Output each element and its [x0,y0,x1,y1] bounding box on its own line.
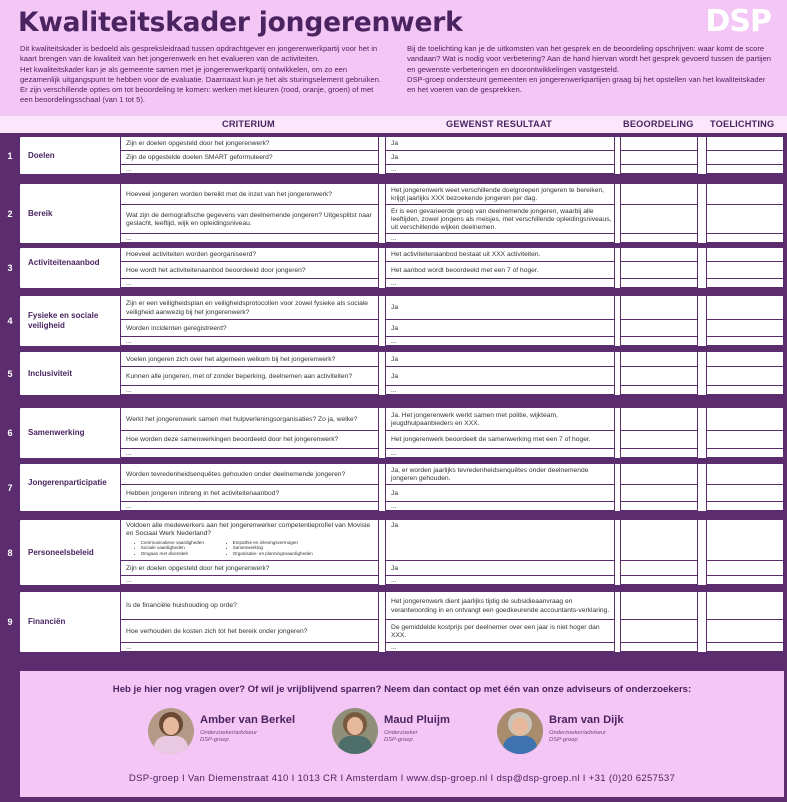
dsp-logo: DSP [705,4,771,39]
criterium-cell [120,520,379,561]
criterium-cell: Hoe wordt het activiteitenaanbod beoordeeld door jongeren? [120,262,379,279]
beoordeling-cell[interactable] [620,502,698,511]
toelichting-cell[interactable] [706,576,784,585]
section-label: Jongerenparticipatie [28,477,107,487]
column-header-resultaat: GEWENST RESULTAAT [446,119,552,129]
beoordeling-cell[interactable] [620,165,698,174]
beoordeling-cell[interactable] [620,137,698,151]
beoordeling-cell[interactable] [620,151,698,165]
toelichting-cell[interactable] [706,184,784,205]
intro-paragraph: Bij de toelichting kan je de uitkomsten van het gesprek en de beoordeling opschrijven: waar komt de score vandaan? Wat is nodig voor verbetering? Aan de hand hiervan wordt het gesprek gevoerd tussen de partijen en gewenste verbeteringen en doorontwikkelingen vastgesteld. [407,44,772,74]
toelichting-cell[interactable] [706,561,784,576]
resultaat-cell: Ja [385,137,615,151]
criterium-cell: ... [120,449,379,458]
resultaat-cell: Ja [385,367,615,386]
toelichting-cell[interactable] [706,279,784,288]
resultaat-cell: ... [385,643,615,652]
criterium-cell: Kunnen alle jongeren, met of zonder beperking, deelnemen aan activiteiten? [120,367,379,386]
criterium-cell: Werkt het jongerenwerk samen met hulpverleningsorganisaties? Zo ja, welke? [120,408,379,431]
resultaat-cell: Ja [385,352,615,367]
advisor-name: Bram van Dijk [549,714,624,726]
section-label: Activiteitenaanbod [28,258,100,267]
column-header-criterium: CRITERIUM [222,119,275,129]
resultaat-cell: ... [385,279,615,288]
intro-paragraph: Het kwaliteitskader kan je als gemeente samen met je jongerenwerkpartij ontwikkelen, om zo een gezamenlijk uitgangspunt te hebben voor de evaluatie. Daarnaast kun je het als sturingselement gebruiken. Er zijn verschillende opties om tot beoordeling te komen: werken met kleuren (rood, oranje, groen) of met een beoordelingsschaal (van 1 tot 5). [20,64,381,105]
beoordeling-cell[interactable] [620,620,698,643]
contact-question: Heb je hier nog vragen over? Of wil je vrijblijvend sparren? Neem dan contact op met één van onze adviseurs of onderzoekers: [112,684,692,695]
column-headers [0,116,787,133]
toelichting-cell[interactable] [706,643,784,652]
competence-item: • Omgaan met diversiteit [134,551,226,557]
resultaat-cell: ... [385,234,615,243]
toelichting-cell[interactable] [706,137,784,151]
resultaat-cell: De gemiddelde kostprijs per deelnemer over een jaar is niet hoger dan XXX. [385,620,615,643]
resultaat-cell: Het jongerenwerk dient jaarlijks tijdig de subsidieaanvraag en verantwoording in en ontvangt een goedkeurende accountants-verklaring. [385,592,615,620]
resultaat-cell: Ja [385,151,615,165]
resultaat-cell: ... [385,337,615,346]
resultaat-cell: Ja [385,561,615,576]
beoordeling-cell[interactable] [620,386,698,395]
resultaat-cell: Er is een gevarieerde groep van deelnemende jongeren, waarbij alle leeftijden, zowel jongens als meisjes, met verschillende opleidingsniveaus, uit verschillende wijken deelnemen. [385,205,615,234]
intro-paragraph: DSP-groep ondersteunt gemeenten en jongerenwerkpartijen graag bij het opstellen van het kwaliteitskader en het voeren van de gesprekken. [407,74,766,95]
avatar [148,708,194,754]
resultaat-cell: ... [385,449,615,458]
column-header-toelichting: TOELICHTING [710,119,775,129]
criterium-cell: ... [120,386,379,395]
resultaat-cell: Ja [385,320,615,337]
section-number: 8 [7,547,13,558]
toelichting-cell[interactable] [706,408,784,431]
beoordeling-cell[interactable] [620,320,698,337]
beoordeling-cell[interactable] [620,576,698,585]
beoordeling-cell[interactable] [620,431,698,449]
avatar [497,708,543,754]
intro-left [20,44,387,106]
advisor-name: Maud Pluijm [384,714,450,726]
page-title: Kwaliteitskader jongerenwerk [18,7,463,38]
competence-item: • Empathie en inlevingsvermogen [226,540,336,546]
resultaat-cell: Het jongerenwerk weet verschillende doelgroepen jongeren te bereiken, krijgt jaarlijks XXX bezoekende jongeren per dag. [385,184,615,205]
criterium-cell: Hoe verhouden de kosten zich tot het bereik onder jongeren? [120,620,379,643]
toelichting-cell[interactable] [706,337,784,346]
beoordeling-cell[interactable] [620,262,698,279]
criterium-cell: ... [120,165,379,174]
beoordeling-cell[interactable] [620,248,698,262]
section-number: 7 [7,482,13,493]
criterium-cell: ... [120,279,379,288]
section-label: Doelen [28,150,55,160]
resultaat-cell: ... [385,165,615,174]
criterium-cell: ... [120,502,379,511]
beoordeling-cell[interactable] [620,485,698,502]
criterium-text: Voldoen alle medewerkers aan het jongerenwerker competentieprofiel van Movisie en Sociaal Werk Nederland? [126,522,371,538]
criterium-cell: Hoeveel jongeren worden bereikt met de inzet van het jongerenwerk? [120,184,379,205]
section-number: 9 [7,617,13,627]
criterium-cell: Zijn er doelen opgesteld door het jongerenwerk? [120,561,379,576]
toelichting-cell[interactable] [706,320,784,337]
resultaat-cell: Het activiteitenaanbod bestaat uit XXX activiteiten. [385,248,615,262]
beoordeling-cell[interactable] [620,205,698,234]
toelichting-cell[interactable] [706,502,784,511]
section-number: 5 [7,368,13,379]
beoordeling-cell[interactable] [620,408,698,431]
resultaat-cell: Het jongerenwerk beoordeelt de samenwerking met een 7 of hoger. [385,431,615,449]
toelichting-cell[interactable] [706,296,784,320]
section-label: Personeelsbeleid [28,547,94,557]
resultaat-cell: ... [385,386,615,395]
section-label: Financiën [28,617,66,626]
advisor-role: Onderzoeker/adviseur DSP-groep [200,730,258,743]
toelichting-cell[interactable] [706,620,784,643]
beoordeling-cell[interactable] [620,561,698,576]
competence-item: • Communicatieve vaardigheden [134,540,226,546]
toelichting-cell[interactable] [706,431,784,449]
criterium-cell: ... [120,234,379,243]
criterium-cell: ... [120,576,379,585]
beoordeling-cell[interactable] [620,352,698,367]
competence-item: • Organisatie- en planningsvaardigheden [226,551,336,557]
toelichting-cell[interactable] [706,386,784,395]
advisor-name: Amber van Berkel [200,714,296,726]
section-number: 6 [7,428,13,438]
beoordeling-cell[interactable] [620,279,698,288]
criterium-cell: Hebben jongeren inbreng in het activiteitenaanbod? [120,485,379,502]
resultaat-cell: Ja [385,520,615,561]
beoordeling-cell[interactable] [620,337,698,346]
section-number: 1 [7,150,13,161]
resultaat-cell: Ja [385,485,615,502]
criterium-cell: Worden tevredenheidsenquêtes gehouden onder deelnemende jongeren? [120,464,379,485]
criterium-cell: Worden incidenten geregistreerd? [120,320,379,337]
intro-paragraph: Dit kwaliteitskader is bedoeld als gespreksleidraad tussen opdrachtgever en jongerenwerkpartij voor het in kaart brengen van de kwaliteit van het jongerenwerk en het evalueren van de activiteiten. [20,44,378,64]
advisor-role: Onderzoeker DSP-groep [384,730,418,743]
criterium-cell: ... [120,337,379,346]
criterium-cell: Is de financiële huishouding op orde? [120,592,379,620]
section-label: Bereik [28,208,53,218]
resultaat-cell: Het aanbod wordt beoordeeld met een 7 of hoger. [385,262,615,279]
contact-line: DSP-groep I Van Diemenstraat 410 I 1013 CR I Amsterdam I www.dsp-groep.nl I dsp@dsp-groep.nl I +31 (0)20 6257537 [128,773,676,784]
section-number: 2 [7,208,13,219]
toelichting-cell[interactable] [706,151,784,165]
section-label: Inclusiviteit [28,368,73,378]
section-number: 3 [7,263,13,273]
criterium-cell: ... [120,643,379,652]
resultaat-cell: ... [385,502,615,511]
avatar [332,708,378,754]
resultaat-cell: Ja [385,296,615,320]
section-label: Samenwerking [28,428,85,437]
toelichting-cell[interactable] [706,367,784,386]
toelichting-cell[interactable] [706,352,784,367]
advisor-role: Onderzoeker/adviseur DSP-groep [549,730,607,743]
beoordeling-cell[interactable] [620,184,698,205]
section-number: 4 [7,316,13,326]
criterium-cell: Hoe worden deze samenwerkingen beoordeeld door het jongerenwerk? [120,431,379,449]
beoordeling-cell[interactable] [620,592,698,620]
column-header-beoordeling: BEOORDELING [623,119,694,129]
criterium-cell: Voelen jongeren zich over het algemeen welkom bij het jongerenwerk? [120,352,379,367]
contact-footer [20,671,784,797]
toelichting-cell[interactable] [706,485,784,502]
toelichting-cell[interactable] [706,205,784,234]
toelichting-cell[interactable] [706,248,784,262]
beoordeling-cell[interactable] [620,520,698,561]
competence-list [126,540,336,557]
beoordeling-cell[interactable] [620,367,698,386]
beoordeling-cell[interactable] [620,643,698,652]
toelichting-cell[interactable] [706,262,784,279]
toelichting-cell[interactable] [706,520,784,561]
competence-item: • Samenwerking [226,545,336,551]
criterium-cell: Hoeveel activiteiten worden georganiseerd? [120,248,379,262]
toelichting-cell[interactable] [706,592,784,620]
beoordeling-cell[interactable] [620,296,698,320]
criterium-cell: Zijn er doelen opgesteld door het jongerenwerk? [120,137,379,151]
competence-item: • Sociale vaardigheden [134,545,226,551]
page-header [0,0,787,116]
toelichting-cell[interactable] [706,165,784,174]
criterium-cell: Zijn er een veiligheidsplan en veiligheidsprotocollen voor zowel fysieke als sociale veiligheid aanwezig bij het jongerenwerk? [120,296,379,320]
criterium-cell: Zijn de opgestelde doelen SMART geformuleerd? [120,151,379,165]
criterium-cell: Wat zijn de demografische gegevens van deelnemende jongeren? Uitgesplitst naar geslacht, leeftijd, wijk en opleidingsniveau. [120,205,379,234]
section-label: Fysieke en sociale veiligheid [28,311,99,330]
beoordeling-cell[interactable] [620,464,698,485]
resultaat-cell: ... [385,576,615,585]
toelichting-cell[interactable] [706,234,784,243]
intro-right [407,44,775,95]
beoordeling-cell[interactable] [620,449,698,458]
resultaat-cell: Ja, er worden jaarlijks tevredenheidsenquêtes onder deelnemende jongeren gehouden. [385,464,615,485]
toelichting-cell[interactable] [706,449,784,458]
toelichting-cell[interactable] [706,464,784,485]
beoordeling-cell[interactable] [620,234,698,243]
resultaat-cell: Ja. Het jongerenwerk werkt samen met politie, wijkteam, jeugdhulpaanbieders en XXX. [385,408,615,431]
